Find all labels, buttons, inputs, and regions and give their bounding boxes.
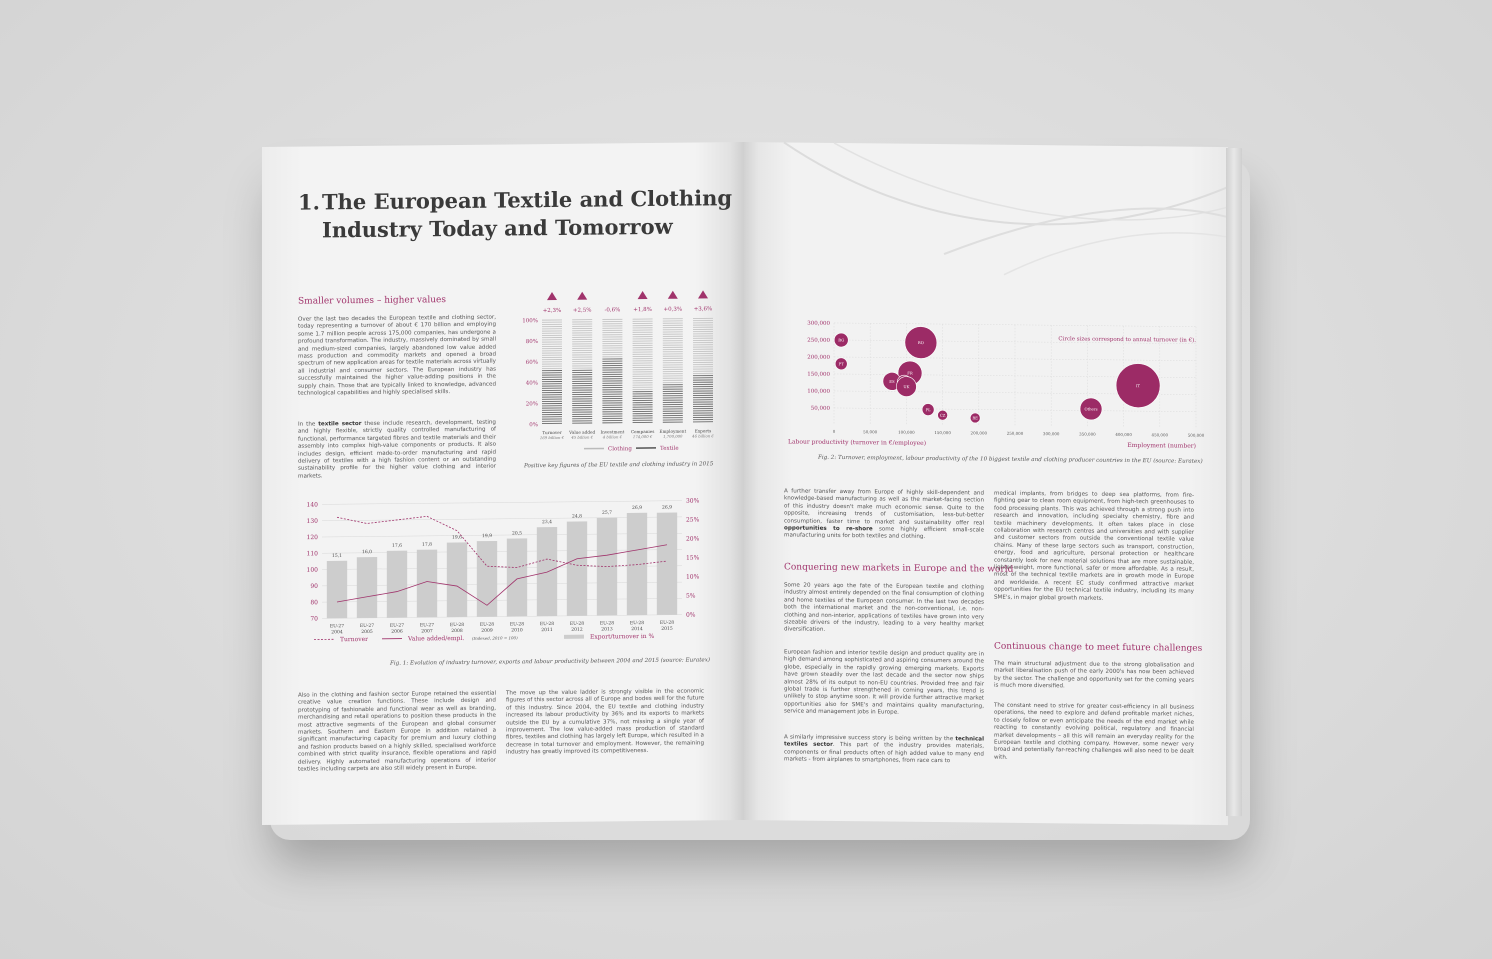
bubble-label: IT: [1136, 383, 1141, 389]
bar-value-label: 25,7: [601, 510, 613, 516]
up-arrow-icon: [547, 292, 557, 300]
x-label-region: EU-27: [419, 623, 435, 629]
paragraph-technical-textiles: A similarly impressive success story is being written by the technical textiles sector. This part of the industry provides materials, components or final products often of high added value to many end markets - from airplanes to smartphones, from race cars to: [784, 734, 985, 765]
title-line-2: Industry Today and Tomorrow: [322, 213, 673, 243]
right-tick-label: 5%: [686, 592, 696, 600]
bar-value-label: 26,9: [631, 505, 643, 511]
left-tick-label: 100: [306, 566, 318, 574]
up-arrow-icon: [577, 292, 587, 300]
kf-column: [568, 292, 595, 440]
column-value: 174,000 €: [632, 433, 653, 440]
paragraph-conquering-b: European fashion and interior textile design and product quality are in high demand among sophisticated and aspiring consumers around the globe, especially in the rapidly growing emerging markets. Exports have grown steadily over the last decade and the sector now ships almost 28% of its output to non-EU countries. Provided free and fair global trade is further strengthened in coming years, this trend is unlikely to stop anytime soon. It will provide further attractive market opportunities also for SME's and maintains quality manufacturing, service and management jobs in Europe.: [784, 649, 984, 716]
column-label: Investment: [600, 429, 625, 435]
x-label-region: EU-28: [539, 621, 555, 628]
y-axis-label: Employment (number): [1127, 442, 1196, 450]
column2-text-c: The constant need to strive for greater cost-efficiency in all business operations, the need to explore and defend profitable market niches, to closely follow or even anticipate the needs of the end market while reacting to constantly evolving political, regulatory and financial market developments – all this will remain an everyday reality for the European textile and clothing company. However, some newer very broad and potentially far-reaching challenges will also need to be dealt with.: [994, 702, 1194, 761]
x-label-year: 2013: [601, 627, 613, 633]
export-bar: [327, 561, 347, 619]
bubble-label: FR: [907, 370, 913, 376]
export-bar: [657, 512, 677, 614]
y-tick-label: 80%: [525, 338, 538, 346]
x-tick-label: 500,000: [1187, 432, 1205, 438]
y-tick-label: 60%: [525, 359, 538, 366]
x-label-year: 2008: [451, 628, 463, 635]
x-label-year: 2015: [661, 626, 673, 632]
x-label-region: EU-28: [659, 620, 675, 626]
right-intro: A further transfer away from Europe of highly skill-dependent and knowledge-based manufacturing as well as the market-facing section of this industry doesn't make much economic sense. Quite to the opposite, increasing trends of customisation, less-but-better consumption, faster time to market and sustainability offer real opportunities to re-shore some highly efficient small-scale manufacturing units for both textiles and clothing.: [784, 488, 985, 541]
export-bar: [537, 527, 557, 616]
right-tick-label: 30%: [686, 497, 700, 505]
bubble-label: RO: [917, 340, 924, 346]
bold-reshore: opportunities to re-shore: [784, 525, 873, 533]
x-label-year: 2009: [481, 628, 493, 634]
turnover-line: [337, 514, 667, 570]
kf-column: [659, 291, 686, 439]
column-value: 46 billion €: [692, 433, 714, 439]
export-bar: [447, 542, 467, 617]
column-value: 169 billion €: [539, 434, 565, 441]
bar-value-label: 17,8: [421, 542, 433, 548]
x-tick-label: 50,000: [863, 429, 878, 435]
export-bar: [597, 518, 617, 616]
y-tick-label: 250,000: [807, 337, 830, 344]
left-tick-label: 80: [310, 599, 318, 607]
right-tick-label: 25%: [686, 516, 700, 524]
x-tick-label: 300,000: [1042, 431, 1060, 437]
x-label-year: 2004: [331, 630, 343, 636]
x-tick-label: 400,000: [1115, 431, 1132, 438]
change-label: +2,5%: [572, 307, 592, 314]
x-label-year: 2012: [571, 627, 583, 633]
y-tick-label: 50,000: [810, 405, 830, 412]
bold-technical-textiles: technical textiles sector: [784, 736, 984, 749]
column-label: Value added: [569, 429, 596, 435]
column-left-text: Also in the clothing and fashion sector Europe retained the essential creative value creation functions. These include design and prototyping of fashionable and functional wear as well as branding, merchandising and retail operations to position these products in the most attractive segments of the European and global consumer markets. Southern and Eastern Europe in addition retained a significant manufacturing capacity for premium and luxury clothing and fashion products based on a highly skilled, specialised workforce combined with strict quality insurance, flexible operations and rapid delivery. Highly automated manufacturing operations of interior textiles including carpets are also still widely present in Europe.: [298, 690, 496, 773]
x-label-year: 2005: [361, 629, 373, 636]
kf-column: [631, 291, 655, 439]
left-tick-label: 90: [310, 582, 318, 590]
bubble-label: Others: [1084, 406, 1098, 412]
right-tick-label: 10%: [686, 573, 700, 581]
x-label-year: 2006: [391, 629, 403, 635]
bar-value-label: 19,9: [481, 534, 493, 540]
column-value: 1,700,000: [663, 433, 683, 439]
chapter-number: 1.: [298, 189, 320, 215]
bar-value-label: 20,5: [511, 531, 523, 537]
export-bar: [357, 557, 377, 618]
value-added-line: [337, 545, 667, 607]
change-label: +0,3%: [663, 306, 683, 313]
legend-value-label: Value added/empl.: [408, 634, 465, 643]
decorative-swirl: [744, 142, 1228, 297]
x-tick-label: 450,000: [1151, 432, 1169, 438]
paragraph-2: In the textile sector these include research, development, testing and highly flexible, strictly quality controlled manufacturing of functional, performance targeted fibres and textile materials and their assembly into complex high-value components or products. It also includes design, efficient made-to-order manufacturing and rapid delivery of textiles with a high fashion content or an outstanding sustainability profile for the higher value clothing and interior markets.: [298, 419, 496, 480]
left-tick-label: 110: [306, 550, 318, 558]
column2-text-a: medical implants, from bridges to deep sea platforms, from fire-fighting gear to clean room equipment, from high-tech greenhouses to food processing plants. This was achieved through a strong push into research and innovation, including specialty chemistry, fibre and textile machinery developments. It often takes place in close collaboration with research centres and universities and with supplier and customer sectors from outside the conventional textile value chains. Many of these large sectors such as transport, construction, energy, food and agriculture, personal protection or healthcare constantly look for new material solutions that are more sustainable, lighter-weight, more functional, safer or more affordable. As a result, most of the technical textile markets are in growth mode in Europe and worldwide. A recent EC study confirmed attractive market opportunities for the EU technical textile industry, including its many SME's, in major global growth markets.: [994, 490, 1194, 602]
x-label-region: EU-28: [599, 621, 615, 627]
y-tick-label: 20%: [525, 401, 538, 408]
column-value: 45 billion €: [571, 434, 594, 440]
title-line-1: The European Textile and Clothing: [322, 185, 733, 215]
x-label-region: EU-28: [479, 622, 495, 628]
evolution-chart: [292, 492, 712, 656]
x-axis-label: Labour productivity (turnover in €/employee): [788, 438, 927, 447]
change-label: +1,8%: [633, 306, 652, 314]
left-tick-label: 130: [306, 517, 318, 525]
legend-turnover-label: Turnover: [340, 635, 369, 644]
x-tick-label: 250,000: [1006, 430, 1024, 436]
kf-column: [540, 292, 565, 440]
key-figures-chart: [506, 282, 714, 454]
x-label-region: EU-28: [509, 622, 525, 628]
x-label-region: EU-27: [329, 624, 345, 630]
up-arrow-icon: [698, 290, 708, 298]
bubble-label: UK: [903, 384, 910, 390]
y-tick-label: 200,000: [807, 354, 830, 361]
legend-clothing-label: Clothing: [608, 446, 632, 453]
gridline: [322, 501, 682, 505]
change-label: +2,3%: [542, 307, 562, 315]
left-tick-label: 140: [306, 501, 318, 509]
legend-textile-label: Textile: [660, 445, 679, 452]
right-page: [744, 142, 1228, 825]
bar-value-label: 26,9: [661, 505, 673, 511]
y-tick-label: 0%: [529, 422, 538, 429]
column-label: Turnover: [542, 429, 562, 436]
y-tick-label: 300,000: [807, 320, 830, 327]
x-tick-label: 350,000: [1079, 431, 1096, 437]
x-tick-label: 100,000: [898, 429, 915, 435]
column-label: Employment: [659, 428, 687, 434]
bar-value-label: 16,0: [361, 550, 373, 556]
export-bar: [567, 521, 587, 615]
bubble-label: PT: [838, 361, 844, 367]
legend-indexed-note: (Indexed, 2010 = 100): [472, 635, 518, 641]
x-tick-label: 200,000: [970, 430, 988, 436]
evolution-caption: Fig. 1: Evolution of industry turnover, exports and labour productivity between 2004 and 2015 (source: Euratex): [390, 657, 711, 667]
paragraph-conquering-a: Some 20 years ago the fate of the European textile and clothing industry almost entirely depended on the final consumption of clothing and home textiles of the European consumer. In the last two decades both the international market and the non-conventional, i.e. non-clothing and non-interior, applications of textiles have grown into very sizeable drivers of the industry, leading to a very healthy market diversification.: [784, 582, 984, 634]
legend-export-swatch: [564, 635, 584, 639]
bubble-label: BG: [838, 337, 845, 343]
x-label-region: EU-27: [389, 623, 405, 629]
x-label-year: 2011: [541, 628, 553, 634]
column-label: Companies: [630, 428, 655, 435]
x-label-region: EU-28: [569, 621, 585, 627]
page-edges: [1226, 148, 1242, 816]
x-label-year: 2007: [421, 629, 433, 635]
bubble-caption: Fig. 2: Turnover, employment, labour productivity of the 10 biggest textile and clothing producer countries in the EU (source: Euratex): [818, 454, 1203, 465]
bar-value-label: 23,4: [541, 520, 553, 526]
heading-continuous-change: Continuous change to meet future challenges: [994, 641, 1203, 654]
bubble-label: PL: [925, 407, 931, 413]
key-figures-caption: Positive key figures of the EU textile and clothing industry in 2015: [524, 461, 714, 470]
y-tick-label: 150,000: [807, 371, 830, 378]
bubble-label: ES: [889, 378, 895, 384]
legend-export-label: Export/turnover in %: [590, 632, 655, 641]
x-tick-label: 150,000: [934, 429, 951, 436]
x-label-year: 2010: [511, 628, 523, 634]
export-bar: [387, 551, 407, 618]
change-label: +3,6%: [693, 306, 713, 313]
x-label-region: EU-28: [449, 622, 465, 629]
left-tick-label: 70: [310, 615, 318, 623]
bubble-label: CZ: [939, 412, 946, 418]
y-tick-label: 100%: [522, 318, 538, 325]
bold-textile-sector: textile sector: [318, 421, 362, 428]
column-label: Exports: [694, 428, 712, 434]
paragraph-1: Over the last two decades the European textile and clothing sector, today representing a turnover of about € 170 billion and employing some 1.7 million people across 175,000 companies, has undergone a profound transformation. The industry, massively dominated by small and medium-sized companies, largely abandoned low value added mass production and commodity markets and opened a broad spectrum of new application areas for textile materials across virtually all industrial and consumer sectors. The European industry has successfully maintained the higher value-adding positions in the supply chain. Those that are typically linked to knowledge, advanced technological capabilities and highly specialised skills.: [298, 314, 496, 397]
up-arrow-icon: [638, 291, 648, 299]
right-tick-label: 0%: [686, 611, 696, 619]
section-heading-smaller-volumes: Smaller volumes – higher values: [298, 295, 446, 307]
column-value: 4 billion €: [602, 434, 623, 440]
right-tick-label: 15%: [686, 554, 700, 562]
bar-value-label: 15,1: [331, 553, 343, 559]
x-label-year: 2014: [631, 627, 643, 633]
bubble-chart: [784, 314, 1204, 453]
x-label-region: EU-27: [359, 623, 375, 630]
y-tick-label: 100,000: [807, 388, 830, 395]
bar-value-label: 17,6: [391, 543, 403, 549]
x-label-region: EU-28: [629, 621, 645, 627]
kf-column: [600, 307, 624, 439]
x-tick-label: 0: [832, 428, 836, 434]
change-label: -0,6%: [604, 307, 621, 314]
right-tick-label: 20%: [686, 535, 700, 543]
column-right-text: The move up the value ladder is strongly visible in the economic figures of this sector across all of Europe and bodes well for the future of this industry. Since 2004, the EU textile and clothing industry increased its labour productivity by 36% and its exports to markets outside the EU by a cumulative 37%, not missing a single year of improvement. The low value-added mass production of standard fibres, textiles and clothing has largely left Europe, which resulted in a decrease in total turnover and employment. However, the remaining industry has greatly improved its competitiveness.: [506, 688, 704, 756]
column2-text-b: The main structural adjustment due to the strong globalisation and market liberalisation push of the early 2000's has now been achieved by the sector. The challenge and opportunity set for the coming years is much more diversified.: [994, 660, 1194, 690]
heading-conquering-markets: Conquering new markets in Europe and the world: [784, 562, 1014, 575]
left-tick-label: 120: [306, 534, 318, 542]
bar-value-label: 24,8: [571, 514, 583, 520]
up-arrow-icon: [668, 291, 678, 299]
bubble-note: Circle sizes correspond to annual turnover (in €).: [1058, 336, 1196, 344]
bar-value-label: 19,6: [451, 535, 463, 541]
bubble-label: BE: [972, 415, 978, 421]
left-page: [262, 142, 744, 825]
y-tick-label: 40%: [525, 380, 538, 387]
kf-column: [691, 290, 714, 438]
